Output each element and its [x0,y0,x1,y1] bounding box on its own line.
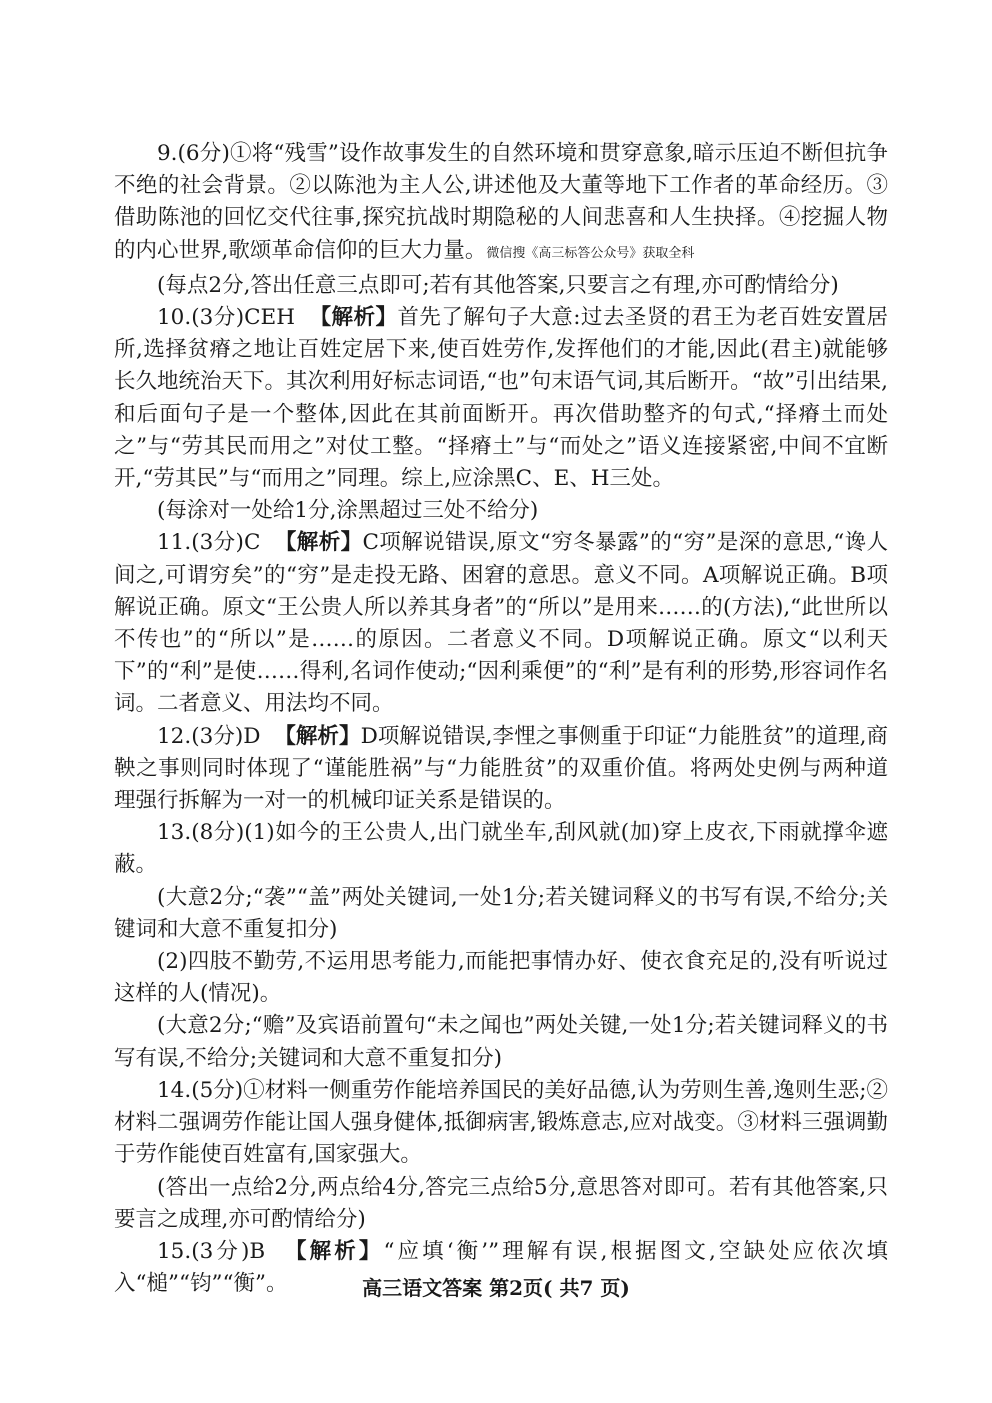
q9-scoring-note: (每点2分,答出任意三点即可;若有其他答案,只要言之有理,亦可酌情给分) [157,272,839,298]
q13-part1-answer: 13.(8分)(1)如今的王公贵人,出门就坐车,刮风就(加)穿上皮衣,下雨就撑伞遮蔽。 [114,820,888,878]
q13-part1-scoring-note: (大意2分;“袭”“盖”两处关键词,一处1分;若关键词释义的书写有误,不给分;关键词和大意不重复扣分) [114,884,888,942]
analysis-tag: 【解析】 [309,305,398,331]
analysis-tag: 【解析】 [274,723,361,749]
q9-answer: 9.(6分)①将“残雪”设作故事发生的自然环境和贯穿意象,暗示压迫不断但抗争不绝的社会背景。②以陈池为主人公,讲述他及大董等地下工作者的革命经历。③借助陈池的回忆交代往事,探究抗战时期隐秘的人间悲喜和人生抉择。④挖掘人物的内心世界,歌颂革命信仰的巨大力量。微信搜《高三标答公众号》获取全科 [114,141,888,263]
analysis-tag: 【解析】 [274,530,363,556]
q10-scoring-note: (每涂对一处给1分,涂黑超过三处不给分) [157,498,539,524]
q14-answer: 14.(5分)①材料一侧重劳作能培养国民的美好品德,认为劳则生善,逸则生恶;②材料二强调劳作能让国人强身健体,抵御病害,锻炼意志,应对战变。③材料三强调勤于劳作能使百姓富有,国家强大。 [114,1077,888,1168]
watermark-text: 微信搜《高三标答公众号》获取全科 [486,245,695,261]
answer-content [114,138,888,1300]
q12-answer: 12.(3分)D 【解析】D项解说错误,李悝之事侧重于印证“力能胜贫”的道理,商鞅之事则同时体现了“谨能胜祸”与“力能胜贫”的双重价值。将两处史例与两种道理强行拆解为一对一的机械印证关系是错误的。 [114,723,888,814]
q13-part2-scoring-note: (大意2分;“赡”及宾语前置句“未之闻也”两处关键,一处1分;若关键词释义的书写有误,不给分;关键词和大意不重复扣分) [114,1013,888,1071]
page-footer: 高三语文答案 第2页( 共7 页) [362,1276,630,1300]
q10-answer: 10.(3分)CEH 【解析】首先了解句子大意:过去圣贤的君王为老百姓安置居所,选择贫瘠之地让百姓定居下来,使百姓劳作,发挥他们的才能,因此(君主)就能够长久地统治天下。其次利用好标志词语,“也”句末语气词,其后断开。“故”引出结果,和后面句子是一个整体,因此在其前面断开。再次借助整齐的句式,“择瘠土而处之”与“劳其民而用之”对仗工整。“择瘠土”与“而处之”语义连接紧密,中间不宜断开,“劳其民”与“而用之”同理。综上,应涂黑C、E、H三处。 [114,305,888,492]
q13-part2-answer: (2)四肢不勤劳,不运用思考能力,而能把事情办好、使衣食充足的,没有听说过这样的人(情况)。 [114,949,888,1007]
q15-answer: 15.(3分)B 【解析】“应填‘衡’”理解有误,根据图文,空缺处应依次填入“槌”“钧”“衡”。 [114,1238,888,1297]
q14-scoring-note: (答出一点给2分,两点给4分,答完三点给5分,意思答对即可。若有其他答案,只要言之成理,亦可酌情给分) [114,1174,888,1232]
q11-answer: 11.(3分)C 【解析】C项解说错误,原文“穷冬暴露”的“穷”是深的意思,“谗人间之,可谓穷矣”的“穷”是走投无路、困窘的意思。意义不同。A项解说正确。B项解说正确。原文“王公贵人所以养其身者”的“所以”是用来……的(方法),“此世所以不传也”的“所以”是……的原因。二者意义不同。D项解说正确。原文“以利天下”的“利”是使……得利,名词作使动;“因利乘便”的“利”是有利的形势,形容词作名词。二者意义、用法均不同。 [114,530,888,717]
analysis-tag: 【解析】 [285,1238,384,1264]
